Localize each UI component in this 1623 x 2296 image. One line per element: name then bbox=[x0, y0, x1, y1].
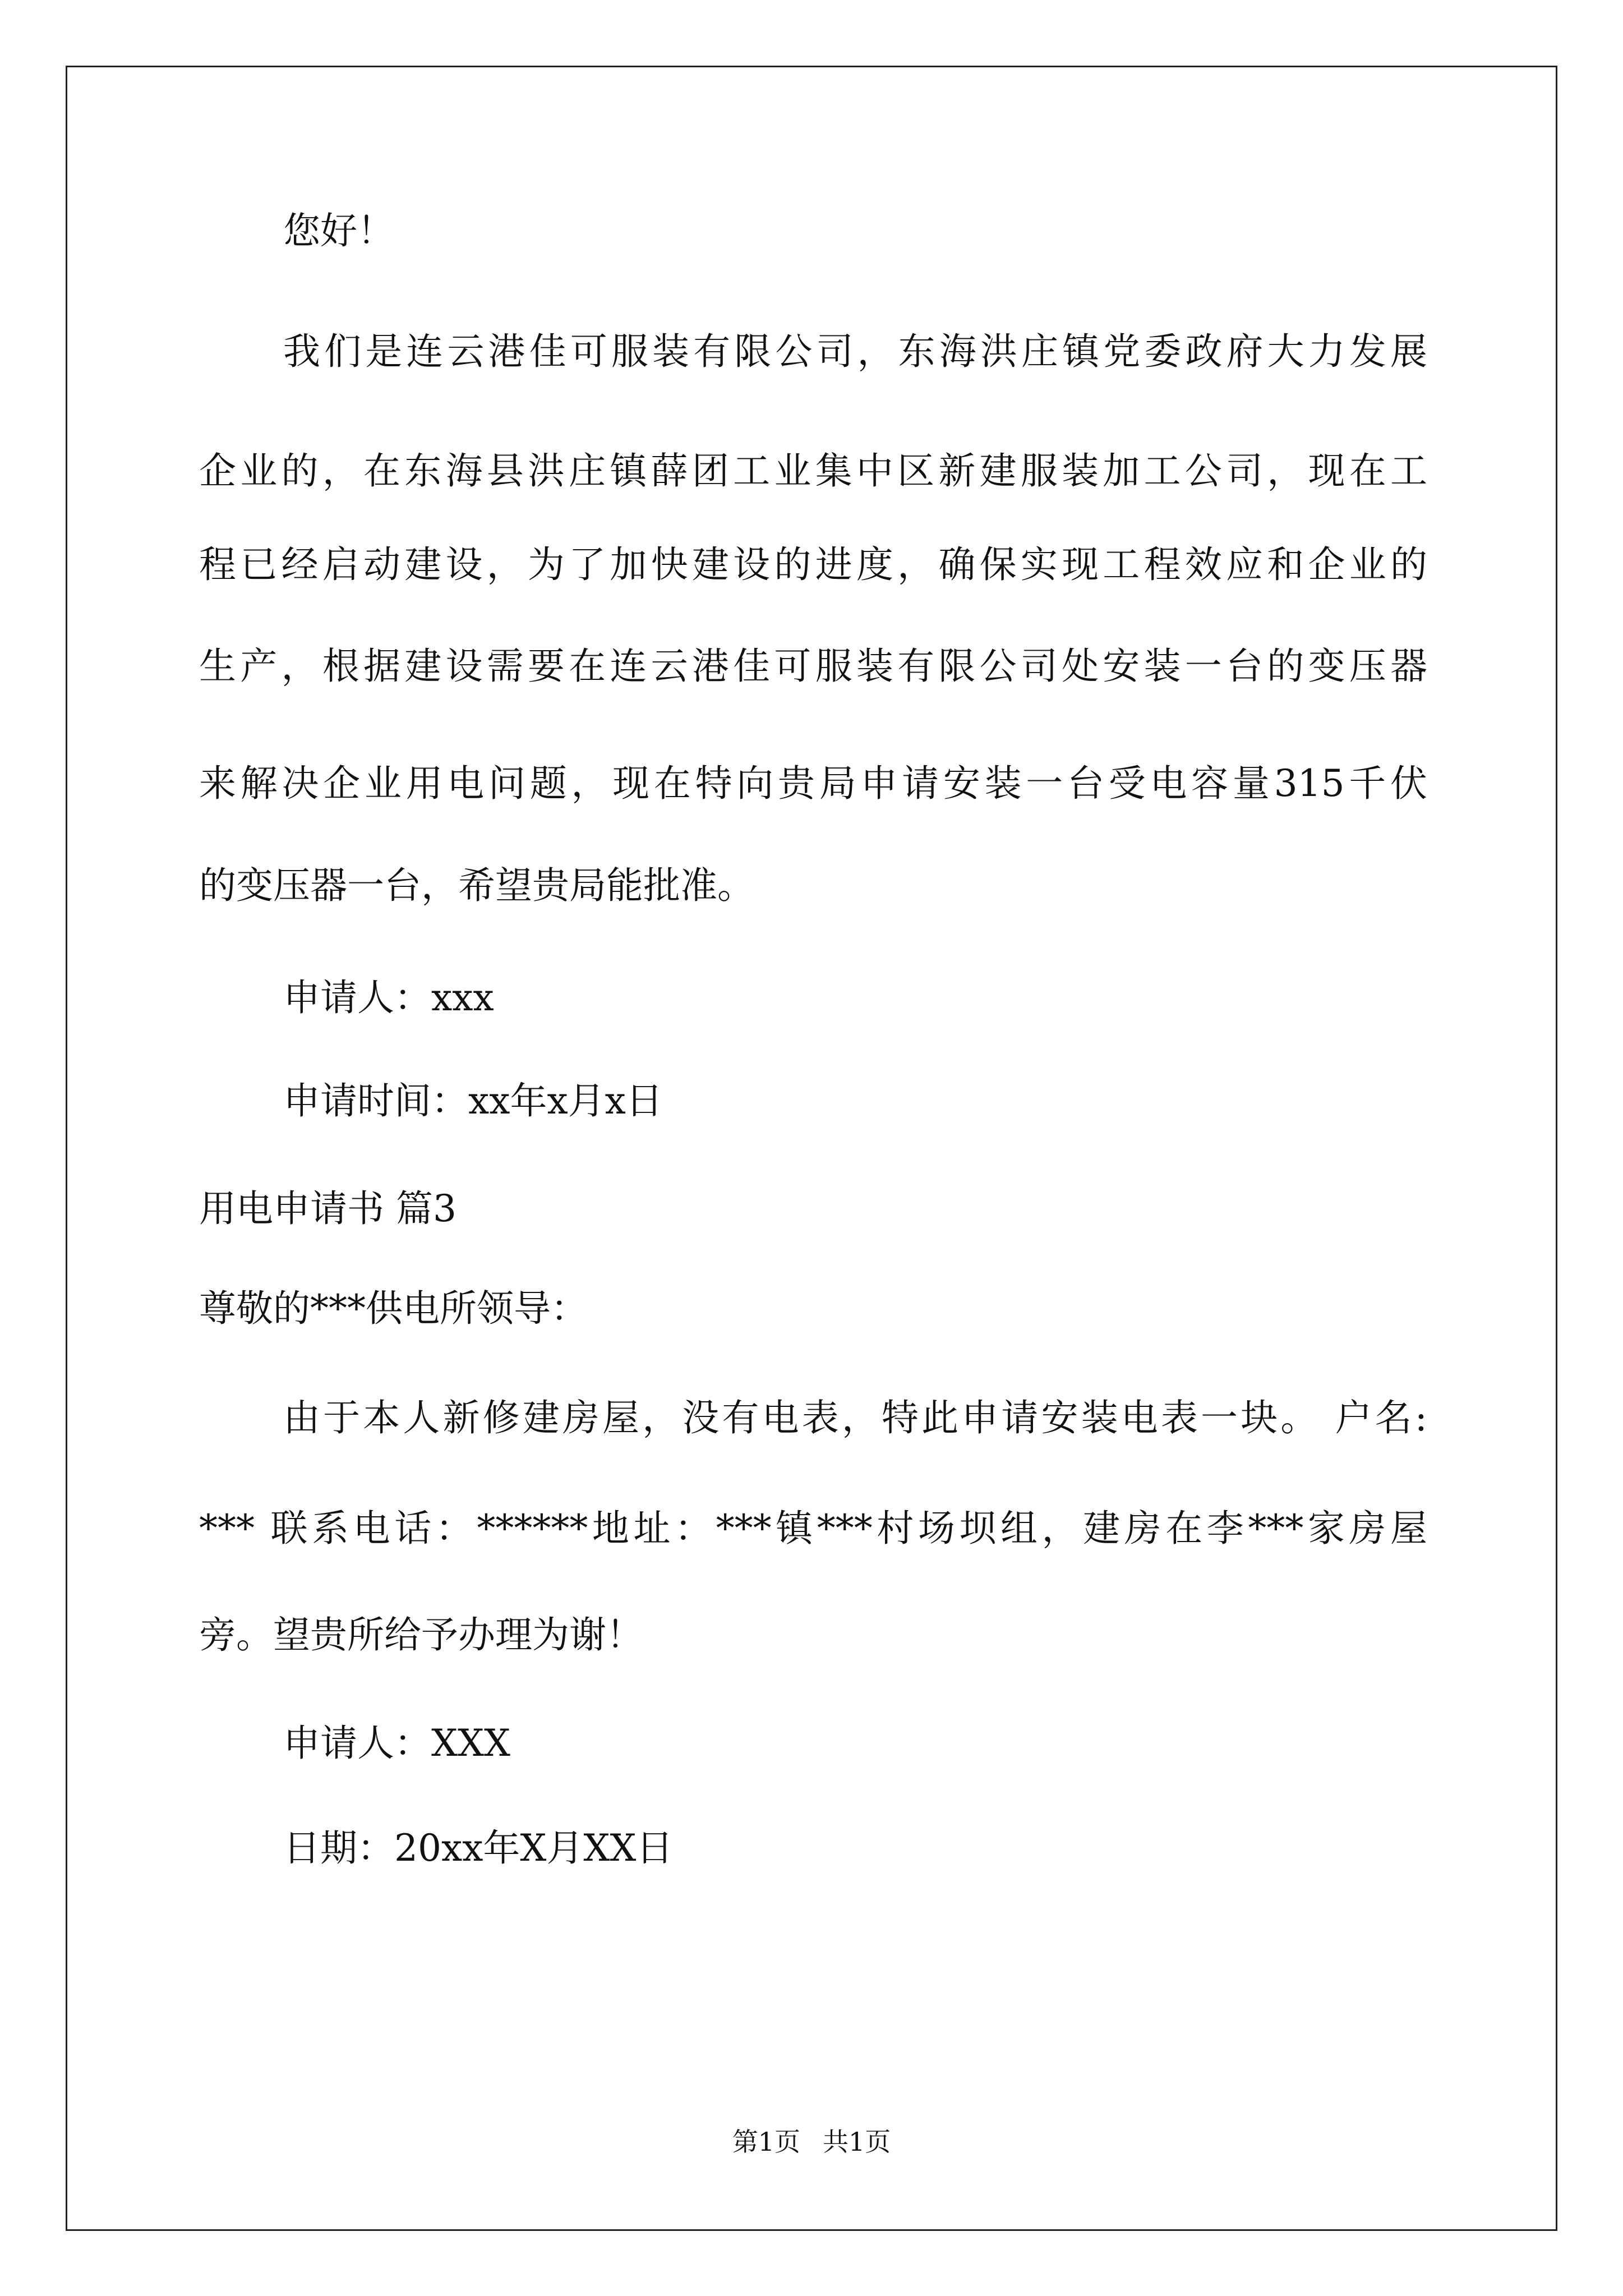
body-line: 由于本人新修建房屋，没有电表，特此申请安装电表一块。 户名: bbox=[283, 1396, 1427, 1439]
body-line: 程已经启动建设，为了加快建设的进度，确保实现工程效应和企业的 bbox=[199, 543, 1427, 586]
body-line: 我们是连云港佳可服装有限公司，东海洪庄镇党委政府大力发展 bbox=[283, 330, 1427, 373]
salutation: 尊敬的***供电所领导： bbox=[199, 1287, 588, 1330]
applicant-line: 申请人：XXX bbox=[283, 1722, 510, 1765]
body-line: 旁。望贵所给予办理为谢！ bbox=[199, 1613, 643, 1657]
page-footer bbox=[0, 2125, 1623, 2159]
body-line: *** 联系电话：******地址：***镇***村场坝组，建房在李***家房屋 bbox=[199, 1507, 1427, 1550]
greeting: 您好！ bbox=[283, 209, 394, 252]
application-date-line: 申请时间：xx年x月x日 bbox=[283, 1079, 663, 1122]
applicant-line: 申请人：xxx bbox=[283, 976, 494, 1019]
body-line: 的变压器一台，希望贵局能批准。 bbox=[199, 864, 754, 907]
date-line: 日期：20xx年X月XX日 bbox=[283, 1826, 674, 1870]
page-border bbox=[66, 66, 1557, 2231]
page-number: 第1页 bbox=[732, 2127, 800, 2157]
page-total: 共1页 bbox=[823, 2127, 891, 2157]
body-line: 来解决企业用电问题，现在特向贵局申请安装一台受电容量315千伏 bbox=[199, 762, 1427, 805]
section-heading: 用电申请书 篇3 bbox=[199, 1187, 457, 1230]
body-line: 生产，根据建设需要在连云港佳可服装有限公司处安装一台的变压器 bbox=[199, 645, 1427, 688]
body-line: 企业的，在东海县洪庄镇薛团工业集中区新建服装加工公司，现在工 bbox=[199, 449, 1427, 493]
